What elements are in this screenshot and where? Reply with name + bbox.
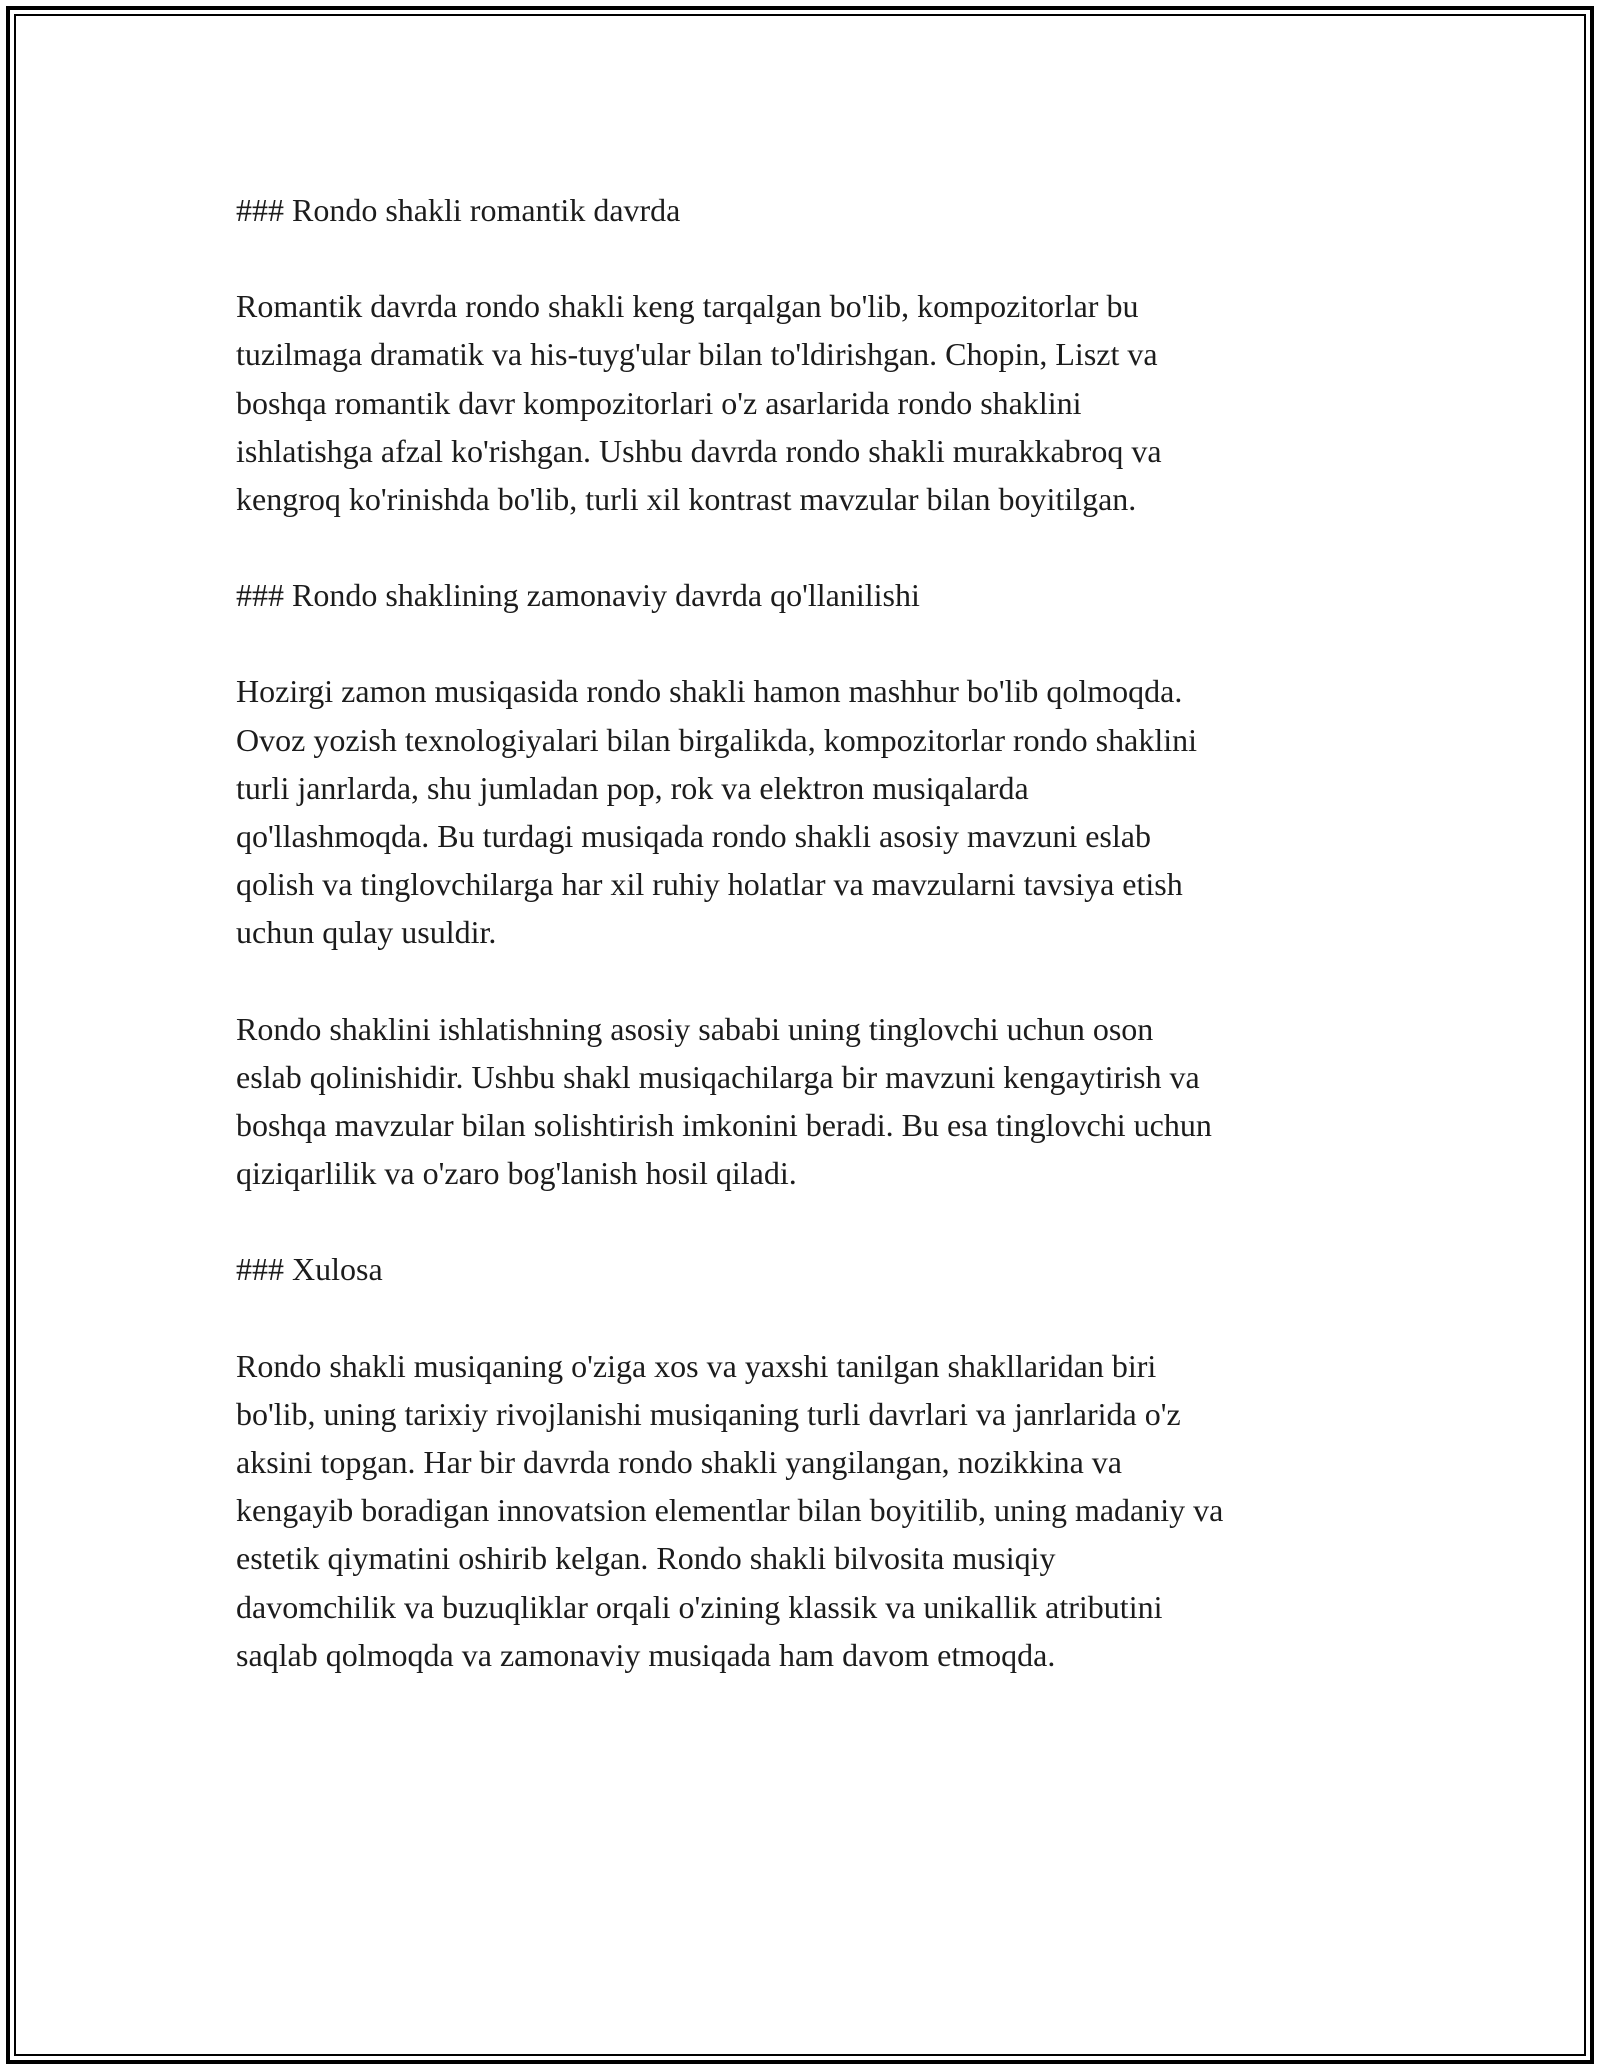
paragraph-romantic-period: Romantik davrda rondo shakli keng tarqalgan bo'lib, kompozitorlar bu tuzilmaga dramatik va his-tuyg'ular bilan to'ldirishgan. Chopin, Liszt va boshqa romantik davr kompozitorlari o'z asarlarida rondo shaklini ishlatishga afzal ko'rishgan. Ushbu davrda rondo shakli murakkabroq va kengroq ko'rinishda bo'lib, turli xil kontrast mavzular bilan boyitilgan. xyxy=(236,288,1162,518)
document-body xyxy=(236,186,1376,1679)
section-heading-modern-period: ### Rondo shaklining zamonaviy davrda qo'llanilishi xyxy=(236,577,920,614)
paragraph-modern-usage: Hozirgi zamon musiqasida rondo shakli hamon mashhur bo'lib qolmoqda. Ovoz yozish texnologiyalari bilan birgalikda, kompozitorlar rondo shaklini turli janrlarda, shu jumladan pop, rok va elektron musiqalarda qo'llashmoqda. Bu turdagi musiqada rondo shakli asosiy mavzuni eslab qolish va tinglovchilarga har xil ruhiy holatlar va mavzularni tavsiya etish uchun qulay usuldir. xyxy=(236,673,1197,951)
section-heading-conclusion: ### Xulosa xyxy=(236,1251,383,1288)
section-heading-romantic-period: ### Rondo shakli romantik davrda xyxy=(236,192,681,228)
paragraph-main-reason: Rondo shaklini ishlatishning asosiy sababi uning tinglovchi uchun oson eslab qolinishidir. Ushbu shakl musiqachilarga bir mavzuni kengaytirish va boshqa mavzular bilan solishtirish imkonini beradi. Bu esa tinglovchi uchun qiziqarlilik va o'zaro bog'lanish hosil qiladi. xyxy=(236,1010,1212,1192)
paragraph-conclusion: Rondo shakli musiqaning o'ziga xos va yaxshi tanilgan shakllaridan biri bo'lib, uning tarixiy rivojlanishi musiqaning turli davrlari va janrlarida o'z aksini topgan. Har bir davrda rondo shakli yangilangan, nozikkina va kengayib boradigan innovatsion elementlar bilan boyitilib, uning madaniy va estetik qiymatini oshirib kelgan. Rondo shakli bilvosita musiqiy davomchilik va buzuqliklar orqali o'zining klassik va unikallik atributini saqlab qolmoqda va zamonaviy musiqada ham davom etmoqda. xyxy=(236,1347,1224,1673)
